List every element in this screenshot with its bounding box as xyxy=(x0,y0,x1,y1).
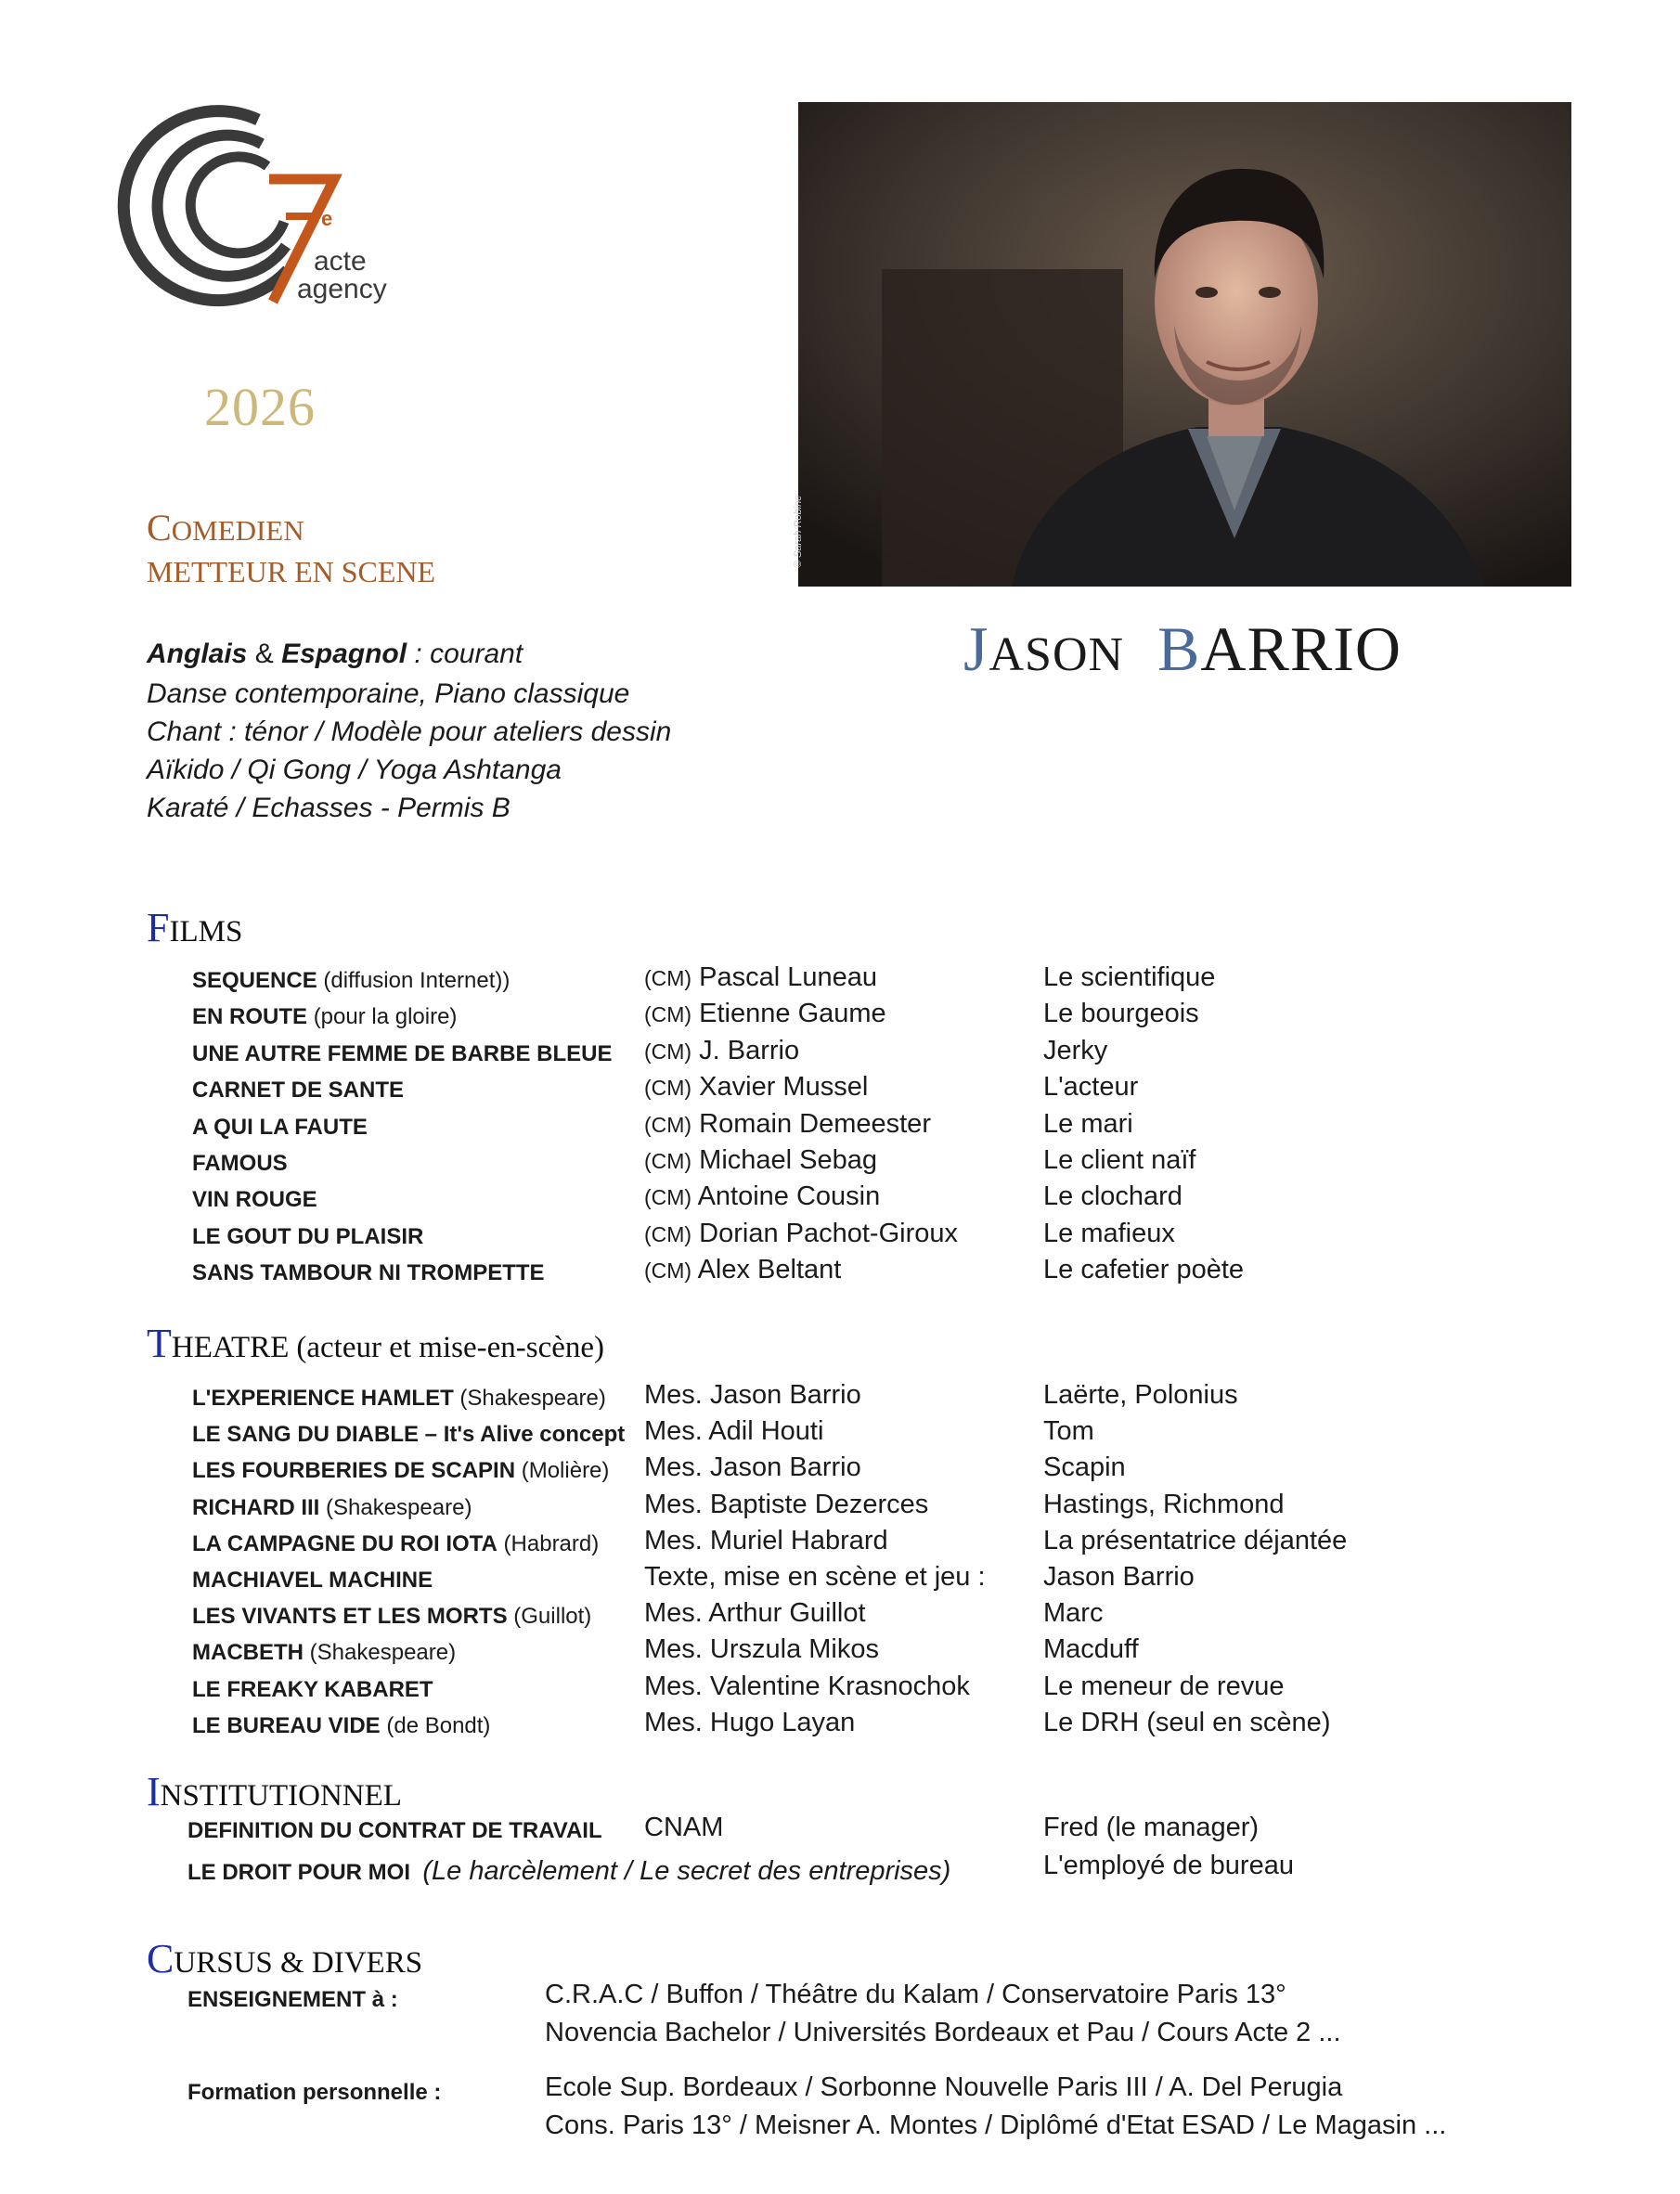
year: 2026 xyxy=(204,377,316,437)
films-role: L'acteur xyxy=(1043,1072,1139,1103)
skill-line-martial: Aïkido / Qi Gong / Yoga Ashtanga xyxy=(147,755,562,785)
theatre-title xyxy=(192,1531,599,1557)
photo-credit: © Sarah Robine xyxy=(793,495,804,568)
films-heading-initial: F xyxy=(147,905,170,950)
profession-rest: OMEDIEN xyxy=(171,514,304,547)
profession-actor xyxy=(147,506,304,549)
teaching-label: ENSEIGNEMENT à : xyxy=(187,1987,398,2012)
films-row xyxy=(0,1181,1680,1218)
theatre-director-text: Mes. Baptiste Dezerces xyxy=(644,1489,929,1519)
headshot-photo xyxy=(793,102,1571,587)
theatre-director-text: Mes. Arthur Guillot xyxy=(644,1598,866,1629)
theatre-title-text: LE FREAKY KABARET xyxy=(192,1676,433,1702)
theatre-title-text: MACBETH xyxy=(192,1640,304,1666)
films-director-text: Romain Demeester xyxy=(699,1108,931,1139)
institutionnel-heading-rest: NSTITUTIONNEL xyxy=(160,1779,402,1813)
theatre-director-text: Mes. Muriel Habrard xyxy=(644,1525,888,1555)
theatre-title xyxy=(192,1604,591,1630)
theatre-director-text: Mes. Jason Barrio xyxy=(644,1380,861,1410)
films-director xyxy=(644,1036,799,1066)
films-note: (pour la gloire) xyxy=(313,1004,458,1030)
skill-lang2: Espagnol xyxy=(281,639,407,669)
films-role: Le mafieux xyxy=(1043,1218,1175,1248)
theatre-role: Scapin xyxy=(1043,1452,1126,1483)
institutionnel-director: CNAM xyxy=(644,1813,724,1842)
films-format-prefix: (CM) xyxy=(644,1039,692,1064)
institutionnel-row xyxy=(0,1813,1680,1849)
training-label: Formation personnelle : xyxy=(187,2080,442,2105)
films-title xyxy=(192,1187,317,1213)
films-title xyxy=(192,1151,288,1177)
institutionnel-title-text: LE DROIT POUR MOI xyxy=(187,1860,410,1885)
teaching-line-2: Novencia Bachelor / Universités Bordeaux et Pau / Cours Acte 2 ... xyxy=(545,2018,1341,2047)
cursus-heading-rest: URSUS & DIVERS xyxy=(174,1946,423,1980)
films-title-text: CARNET DE SANTE xyxy=(192,1078,405,1103)
first-name-initial: J xyxy=(963,613,989,684)
films-title-text: UNE AUTRE FEMME DE BARBE BLEUE xyxy=(192,1040,613,1066)
theatre-director-text: Mes. Adil Houti xyxy=(644,1416,824,1447)
theatre-title-text: RICHARD III xyxy=(192,1494,320,1520)
films-director xyxy=(644,1145,877,1176)
last-name-rest: ARRIO xyxy=(1200,613,1402,684)
theatre-role: La présentatrice déjantée xyxy=(1043,1525,1348,1555)
theatre-title xyxy=(192,1568,433,1594)
theatre-title-text: LA CAMPAGNE DU ROI IOTA xyxy=(192,1530,498,1556)
films-director xyxy=(644,1072,868,1103)
theatre-title-text: LES VIVANTS ET LES MORTS xyxy=(192,1604,508,1630)
films-row xyxy=(0,962,1680,999)
theatre-title-text: LES FOURBERIES DE SCAPIN xyxy=(192,1458,516,1484)
theatre-director xyxy=(644,1380,861,1411)
institutionnel-note: (Le harcèlement / Le secret des entreprises) xyxy=(422,1856,951,1886)
cursus-heading-initial: C xyxy=(147,1936,174,1981)
first-name-rest: ASON xyxy=(989,628,1125,681)
theatre-row xyxy=(0,1526,1680,1562)
films-title xyxy=(192,1224,423,1250)
theatre-title xyxy=(192,1422,625,1448)
theatre-director xyxy=(644,1526,888,1556)
skill-lang-level: : courant xyxy=(414,639,523,669)
films-director xyxy=(644,962,877,993)
theatre-title xyxy=(192,1640,456,1666)
theatre-director xyxy=(644,1671,970,1702)
films-title-text: FAMOUS xyxy=(192,1151,288,1176)
theatre-director xyxy=(644,1634,879,1665)
theatre-title xyxy=(192,1458,609,1484)
profession-initial: C xyxy=(147,507,172,548)
theatre-title-text: LE SANG DU DIABLE – It's Alive concept xyxy=(192,1422,626,1448)
theatre-title xyxy=(192,1495,472,1521)
cursus-heading xyxy=(147,1935,422,1982)
films-role: Le bourgeois xyxy=(1043,999,1199,1029)
theatre-row xyxy=(0,1490,1680,1526)
films-row xyxy=(0,1219,1680,1255)
theatre-title-text: LE BUREAU VIDE xyxy=(192,1712,381,1738)
theatre-row xyxy=(0,1380,1680,1416)
institutionnel-title xyxy=(187,1856,950,1887)
theatre-role: Tom xyxy=(1043,1416,1094,1447)
films-director-text: Etienne Gaume xyxy=(699,999,886,1029)
theatre-row xyxy=(0,1452,1680,1489)
films-title-text: SEQUENCE xyxy=(192,968,317,993)
theatre-row xyxy=(0,1598,1680,1634)
theatre-director-text: Texte, mise en scène et jeu : xyxy=(644,1562,986,1592)
films-row xyxy=(0,1109,1680,1145)
theatre-note: (Shakespeare) xyxy=(309,1640,457,1666)
films-format-prefix: (CM) xyxy=(644,966,692,990)
theatre-row xyxy=(0,1634,1680,1671)
films-director xyxy=(644,1109,931,1140)
theatre-title xyxy=(192,1677,433,1703)
theatre-heading-sub: (acteur et mise-en-scène) xyxy=(296,1331,605,1364)
films-row xyxy=(0,1145,1680,1181)
theatre-heading-initial: T xyxy=(147,1321,172,1366)
theatre-note: (de Bondt) xyxy=(386,1712,491,1738)
logo-word-acte: acte xyxy=(314,246,367,277)
theatre-row xyxy=(0,1562,1680,1598)
institutionnel-role: L'employé de bureau xyxy=(1043,1851,1294,1880)
films-title xyxy=(192,968,510,994)
films-format-prefix: (CM) xyxy=(644,1076,692,1101)
films-director-text: Alex Beltant xyxy=(697,1255,842,1285)
films-format-prefix: (CM) xyxy=(644,1185,692,1210)
skill-line-singing: Chant : ténor / Modèle pour ateliers dessin xyxy=(147,716,672,747)
theatre-director-text: Mes. Jason Barrio xyxy=(644,1452,861,1483)
films-title-text: LE GOUT DU PLAISIR xyxy=(192,1223,424,1249)
theatre-note: (Shakespeare) xyxy=(459,1386,606,1411)
theatre-director xyxy=(644,1452,861,1483)
films-title-text: EN ROUTE xyxy=(192,1004,308,1030)
theatre-title xyxy=(192,1386,606,1412)
portrait-illustration xyxy=(798,102,1571,587)
films-director-text: Michael Sebag xyxy=(699,1145,877,1175)
films-director xyxy=(644,1219,958,1249)
films-director xyxy=(644,1181,880,1212)
theatre-director xyxy=(644,1416,823,1447)
films-title xyxy=(192,1115,368,1141)
theatre-director-text: Mes. Valentine Krasnochok xyxy=(644,1671,970,1701)
theatre-role: Jason Barrio xyxy=(1043,1562,1195,1592)
films-format-prefix: (CM) xyxy=(644,1002,692,1027)
theatre-role: Laërte, Polonius xyxy=(1043,1380,1238,1410)
films-role: Jerky xyxy=(1043,1035,1108,1065)
agency-logo xyxy=(149,107,399,320)
theatre-director xyxy=(644,1708,855,1738)
skill-line-dance-piano: Danse contemporaine, Piano classique xyxy=(147,678,630,709)
films-director-text: Dorian Pachot-Giroux xyxy=(699,1218,958,1248)
logo-superscript: e xyxy=(321,207,333,230)
theatre-row xyxy=(0,1708,1680,1744)
films-director xyxy=(644,1255,841,1285)
theatre-role: Marc xyxy=(1043,1598,1104,1629)
theatre-note: (Molière) xyxy=(521,1458,610,1484)
logo-word-agency: agency xyxy=(297,274,387,304)
films-title-text: SANS TAMBOUR NI TROMPETTE xyxy=(192,1260,545,1286)
films-format-prefix: (CM) xyxy=(644,1112,692,1137)
institutionnel-title: DEFINITION DU CONTRAT DE TRAVAIL xyxy=(187,1818,602,1843)
films-title xyxy=(192,1041,612,1067)
films-role: Le client naïf xyxy=(1043,1145,1196,1175)
films-title xyxy=(192,1260,545,1286)
films-director-text: Pascal Luneau xyxy=(699,962,878,992)
films-row xyxy=(0,1036,1680,1072)
theatre-note: (Shakespeare) xyxy=(326,1494,472,1520)
films-format-prefix: (CM) xyxy=(644,1258,692,1284)
training-line-1: Ecole Sup. Bordeaux / Sorbonne Nouvelle Paris III / A. Del Perugia xyxy=(545,2072,1343,2102)
theatre-heading-rest: HEATRE xyxy=(171,1331,290,1364)
theatre-director xyxy=(644,1598,866,1629)
skill-languages xyxy=(147,639,523,670)
theatre-title-text: MACHIAVEL MACHINE xyxy=(192,1568,433,1593)
theatre-role: Macduff xyxy=(1043,1634,1139,1665)
films-role: Le mari xyxy=(1043,1108,1133,1139)
theatre-heading xyxy=(147,1320,604,1367)
theatre-title xyxy=(192,1713,490,1739)
theatre-title-text: L'EXPERIENCE HAMLET xyxy=(192,1386,454,1411)
films-row xyxy=(0,999,1680,1035)
theatre-note: (Guillot) xyxy=(513,1604,592,1630)
films-director-text: J. Barrio xyxy=(699,1035,800,1065)
films-format-prefix: (CM) xyxy=(644,1221,692,1246)
films-row xyxy=(0,1072,1680,1108)
films-role: Le scientifique xyxy=(1043,962,1216,992)
films-title-text: VIN ROUGE xyxy=(192,1187,317,1213)
films-title-text: A QUI LA FAUTE xyxy=(192,1114,368,1140)
skill-lang1: Anglais xyxy=(147,639,248,669)
theatre-role: Le DRH (seul en scène) xyxy=(1043,1707,1331,1737)
films-note: (diffusion Internet)) xyxy=(323,968,510,993)
skill-line-misc: Karaté / Echasses - Permis B xyxy=(147,793,510,823)
films-title xyxy=(192,1004,457,1030)
theatre-director xyxy=(644,1490,928,1520)
actor-name xyxy=(963,613,1402,686)
theatre-note: (Habrard) xyxy=(503,1530,600,1556)
films-director-text: Xavier Mussel xyxy=(699,1072,869,1103)
institutionnel-heading-initial: I xyxy=(147,1769,161,1814)
films-director xyxy=(644,999,886,1029)
films-format-prefix: (CM) xyxy=(644,1149,692,1173)
teaching-line-1: C.R.A.C / Buffon / Théâtre du Kalam / Conservatoire Paris 13° xyxy=(545,1980,1286,2009)
films-director-text: Antoine Cousin xyxy=(697,1181,881,1212)
institutionnel-role: Fred (le manager) xyxy=(1043,1813,1260,1842)
films-role: Le clochard xyxy=(1043,1181,1182,1212)
theatre-role: Le meneur de revue xyxy=(1043,1671,1285,1701)
theatre-role: Hastings, Richmond xyxy=(1043,1489,1285,1519)
institutionnel-row xyxy=(0,1851,1680,1887)
institutionnel-heading xyxy=(147,1768,402,1815)
theatre-row xyxy=(0,1416,1680,1452)
films-row xyxy=(0,1255,1680,1291)
films-role: Le cafetier poète xyxy=(1043,1255,1245,1285)
profession-director: METTEUR EN SCENE xyxy=(147,555,436,588)
skill-amp: & xyxy=(254,639,274,669)
theatre-director-text: Mes. Hugo Layan xyxy=(644,1707,856,1737)
theatre-director-text: Mes. Urszula Mikos xyxy=(644,1634,879,1665)
theatre-director xyxy=(644,1562,986,1593)
films-title xyxy=(192,1078,404,1103)
films-heading xyxy=(147,904,242,951)
theatre-row xyxy=(0,1671,1680,1708)
training-line-2: Cons. Paris 13° / Meisner A. Montes / Diplômé d'Etat ESAD / Le Magasin ... xyxy=(545,2110,1447,2140)
last-name-initial: B xyxy=(1157,613,1201,684)
films-heading-rest: ILMS xyxy=(169,915,243,949)
